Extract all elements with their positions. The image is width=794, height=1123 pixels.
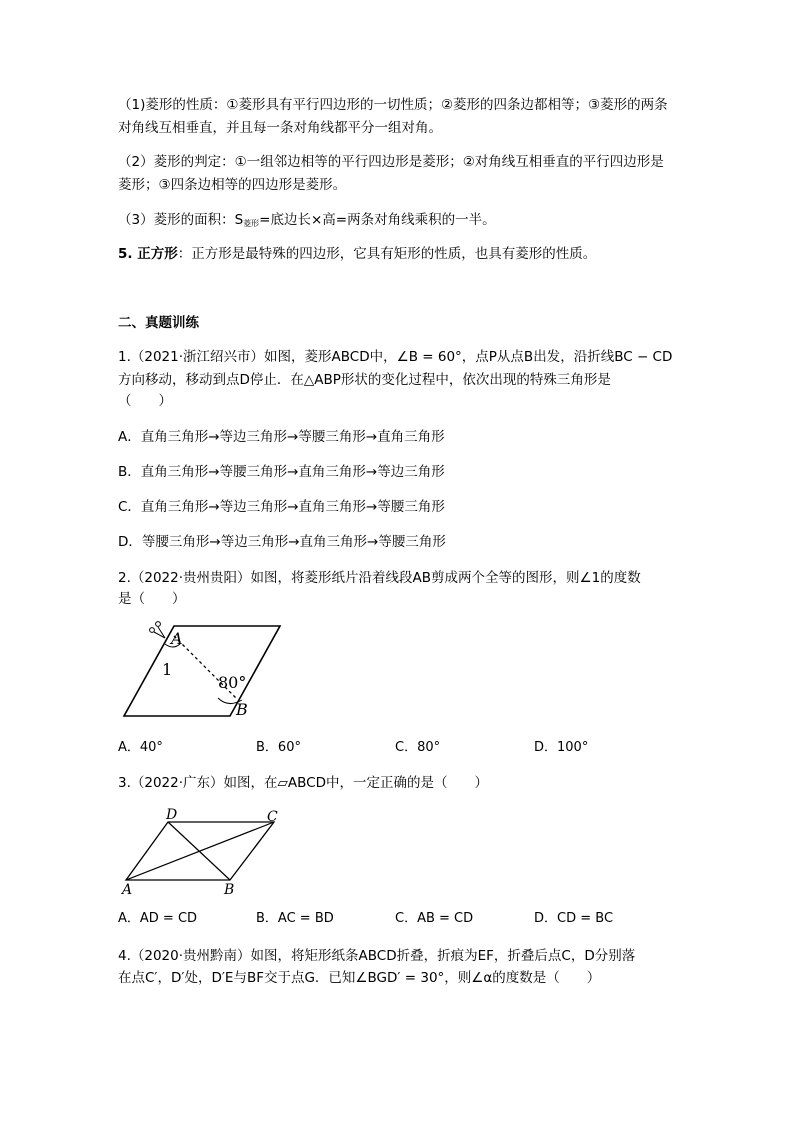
q2-label-1: 1: [162, 660, 173, 679]
q3-label-b: B: [224, 882, 235, 898]
rhombus-criteria-line-1: （2）菱形的判定：①一组邻边相等的平行四边形是菱形；②对角线互相垂直的平行四边形是: [118, 154, 664, 170]
q3-label-c: C: [267, 809, 278, 825]
q3-option-d: D．CD = BC: [534, 911, 614, 926]
q3-label-d: D: [166, 807, 178, 823]
q1-option-a: A．直角三角形→等边三角形→等腰三角形→直角三角形: [118, 429, 445, 445]
q3-parallelogram-figure: [118, 806, 290, 898]
q2-stem-line-2: 是（ ）: [118, 591, 186, 607]
rhombus-area-prefix: （3）菱形的面积：S: [118, 212, 244, 228]
q3-diagonal-bd: [168, 822, 230, 880]
q2-option-b: B．60°: [256, 740, 301, 755]
q2-option-c: C．80°: [395, 740, 441, 755]
q1-stem-line-1: 1.（2021·浙江绍兴市）如图，菱形ABCD中，∠B = 60°，点P从点B出发，沿折线BC − CD: [118, 349, 673, 365]
q2-option-d: D．100°: [534, 740, 589, 755]
q3-option-c: C．AB = CD: [395, 911, 474, 926]
section-title: 二、真题训练: [118, 315, 199, 331]
q2-option-a: A．40°: [118, 740, 163, 755]
q1-option-d: D．等腰三角形→等边三角形→直角三角形→等腰三角形: [118, 534, 446, 550]
q4-stem-line-2: 在点C′，D′处，D′E与BF交于点G．已知∠BGD′ = 30°，则∠α的度数是（ ）: [118, 970, 601, 986]
q1-answer-blank: （ ）: [118, 393, 172, 409]
rhombus-area-line: [118, 210, 496, 234]
q1-stem-line-2: 方向移动，移动到点D停止．在△ABP形状的变化过程中，依次出现的特殊三角形是: [118, 372, 611, 388]
square-definition-line: [118, 244, 596, 264]
q2-stem-line-1: 2.（2022·贵州贵阳）如图，将菱形纸片沿着线段AB剪成两个全等的图形，则∠1的度数: [118, 570, 641, 586]
q2-rhombus-outline: [124, 626, 280, 716]
q3-stem: 3.（2022·广东）如图，在▱ABCD中，一定正确的是（ ）: [118, 775, 488, 791]
rhombus-properties-line-2: 对角线互相垂直，并且每一条对角线都平分一组对角。: [118, 120, 442, 136]
square-heading: 5. 正方形: [118, 246, 178, 262]
rhombus-criteria-line-2: 菱形；③四条边相等的四边形是菱形。: [118, 177, 347, 193]
q2-rhombus-figure: [118, 620, 288, 722]
q1-option-b: B．直角三角形→等腰三角形→直角三角形→等边三角形: [118, 464, 445, 480]
rhombus-area-formula: =底边长×高=两条对角线乘积的一半。: [259, 212, 496, 228]
square-definition-text: ：正方形是最特殊的四边形，它具有矩形的性质，也具有菱形的性质。: [177, 246, 597, 262]
q3-option-b: B．AC = BD: [256, 911, 334, 926]
rhombus-properties-line-1: （1)菱形的性质：①菱形具有平行四边形的一切性质；②菱形的四条边都相等；③菱形的两条: [118, 97, 668, 113]
q3-label-a: A: [122, 882, 133, 898]
q4-stem-line-1: 4.（2020·贵州黔南）如图，将矩形纸条ABCD折叠，折痕为EF，折叠后点C，D分别落: [118, 948, 636, 964]
q1-option-c: C．直角三角形→等边三角形→直角三角形→等腰三角形: [118, 499, 445, 515]
q2-label-a: A: [171, 629, 183, 648]
scissors-icon: [150, 622, 165, 638]
rhombus-area-subscript: 菱形: [243, 219, 260, 228]
q2-label-b: B: [236, 700, 248, 719]
q3-option-a: A．AD = CD: [118, 911, 198, 926]
q2-label-80: 80°: [218, 673, 247, 692]
